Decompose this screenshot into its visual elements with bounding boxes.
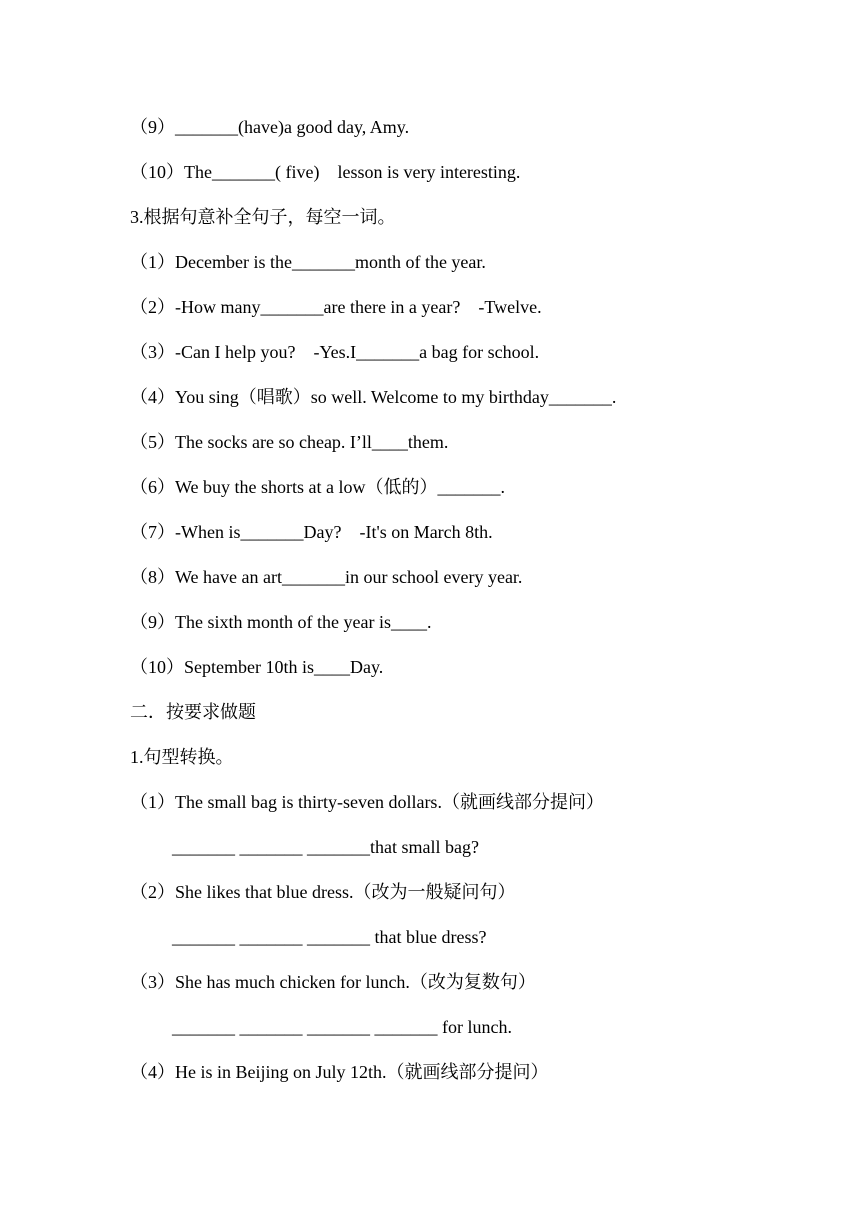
- exercise-item-4-birthday: （4）You sing（唱歌）so well. Welcome to my birthday_______.: [130, 387, 617, 407]
- exercise-item-9-have: （9）_______(have)a good day, Amy.: [130, 117, 410, 137]
- exercise-item-7-when: （7）-When is_______Day? -It's on March 8th.: [130, 522, 493, 542]
- transform-item-3: （3）She has much chicken for lunch.（改为复数句）: [130, 972, 536, 992]
- section-heading-complete-sentences: 3.根据句意补全句子，每空一词。: [130, 207, 396, 227]
- exercise-item-5-socks: （5）The socks are so cheap. I’ll____them.: [130, 432, 449, 452]
- section-heading-sentence-transform: 1.句型转换。: [130, 747, 234, 767]
- transform-item-1: （1）The small bag is thirty-seven dollars.（就画线部分提问）: [130, 792, 604, 812]
- transform-item-4: （4）He is in Beijing on July 12th.（就画线部分提问）: [130, 1062, 549, 1082]
- exercise-item-8-art: （8）We have an art_______in our school every year.: [130, 567, 523, 587]
- transform-answer-1: _______ _______ _______that small bag?: [172, 837, 479, 857]
- part-two-heading: 二．按要求做题: [130, 702, 256, 722]
- exercise-item-1-december: （1）December is the_______month of the year.: [130, 252, 486, 272]
- exercise-item-10-five: （10）The_______( five) lesson is very interesting.: [130, 162, 521, 182]
- exercise-item-2-how-many: （2）-How many_______are there in a year? -Twelve.: [130, 297, 542, 317]
- transform-answer-2: _______ _______ _______ that blue dress?: [172, 927, 487, 947]
- exercise-item-10-september: （10）September 10th is____Day.: [130, 657, 384, 677]
- exercise-item-6-shorts: （6）We buy the shorts at a low（低的）_______.: [130, 477, 506, 497]
- transform-item-2: （2）She likes that blue dress.（改为一般疑问句）: [130, 882, 516, 902]
- transform-answer-3: _______ _______ _______ _______ for lunch.: [172, 1017, 512, 1037]
- exercise-item-3-help: （3）-Can I help you? -Yes.I_______a bag for school.: [130, 342, 540, 362]
- exercise-item-9-sixth-month: （9）The sixth month of the year is____.: [130, 612, 432, 632]
